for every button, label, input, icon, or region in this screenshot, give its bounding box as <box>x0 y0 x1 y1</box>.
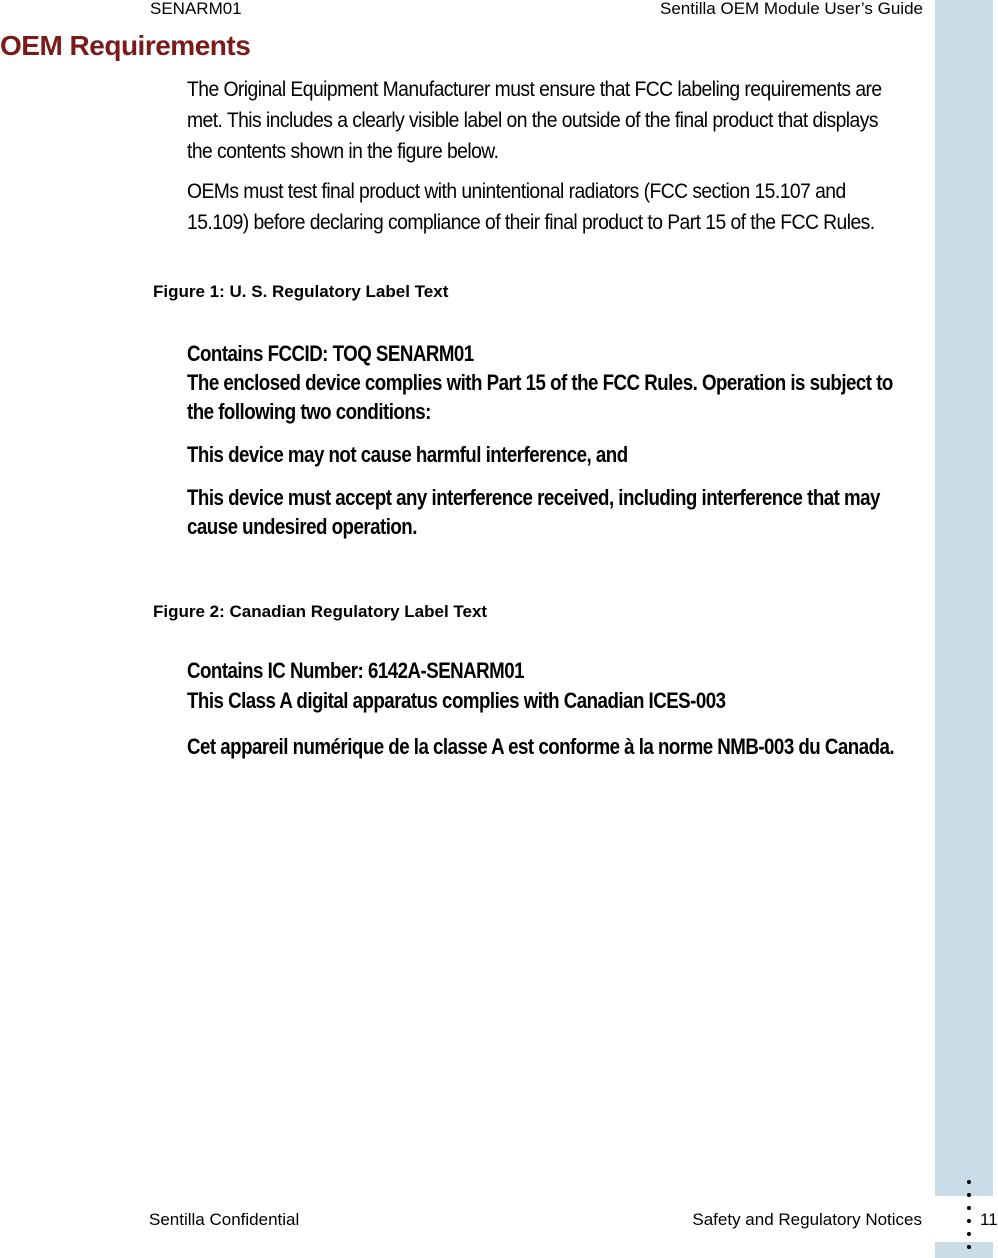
section-title: OEM Requirements <box>0 30 251 61</box>
us-label-fccid: Contains FCCID: TOQ SENARM01 <box>187 341 474 366</box>
body-paragraph-testing: OEMs must test final product with unintentional radiators (FCC section 15.107 and 15.109) before declaring compliance of their final product to Part 15 of the FCC Rules. <box>187 180 875 234</box>
header-doc-id: SENARM01 <box>150 0 242 18</box>
header-doc-title: Sentilla OEM Module User’s Guide <box>660 0 923 18</box>
ca-label-ic-number: Contains IC Number: 6142A-SENARM01 <box>187 658 524 683</box>
footer-confidential: Sentilla Confidential <box>149 1210 300 1229</box>
us-label-condition-2: This device must accept any interference received, including interference that may cause undesired operation. <box>187 485 880 539</box>
body-paragraph-labeling: The Original Equipment Manufacturer must ensure that FCC labeling requirements are met. This includes a clearly visible label on the outside of the final product that displays the contents shown in the figure below. <box>187 78 882 163</box>
ca-label-ices: This Class A digital apparatus complies with Canadian ICES-003 <box>187 688 726 713</box>
figure-2-caption: Figure 2: Canadian Regulatory Label Text <box>153 602 488 621</box>
ca-label-nmb: Cet appareil numérique de la classe A est conforme à la norme NMB-003 du Canada. <box>187 734 895 759</box>
us-label-condition-1: This device may not cause harmful interference, and <box>187 442 628 467</box>
figure-1-caption: Figure 1: U. S. Regulatory Label Text <box>153 282 449 301</box>
footer-section-name: Safety and Regulatory Notices <box>692 1210 922 1229</box>
page-side-bar <box>935 0 993 1258</box>
us-label-compliance: The enclosed device complies with Part 15 of the FCC Rules. Operation is subject to the following two conditions: <box>187 370 893 424</box>
dot-leader-decoration <box>967 1180 973 1258</box>
page-number: 11 <box>980 1210 998 1229</box>
